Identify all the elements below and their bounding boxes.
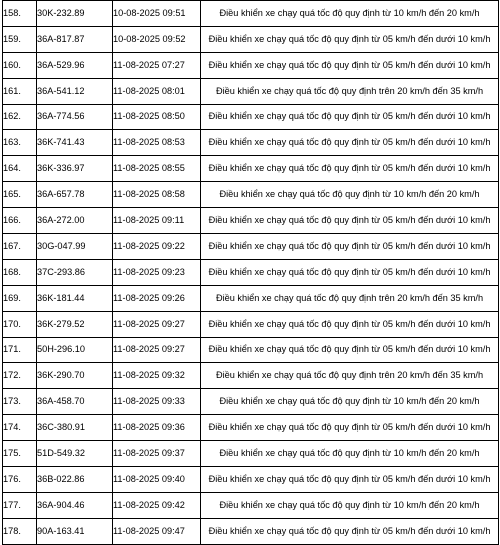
license-plate: 30G-047.99 <box>37 234 113 260</box>
violation-time: 11-08-2025 09:33 <box>113 389 201 415</box>
row-index: 162. <box>3 104 37 130</box>
violation-description: Điều khiển xe chạy quá tốc độ quy định từ 10 km/h đến 20 km/h <box>201 441 499 467</box>
table-row <box>3 26 499 52</box>
row-index: 159. <box>3 26 37 52</box>
license-plate: 50H-296.10 <box>37 337 113 363</box>
violation-description: Điều khiển xe chạy quá tốc độ quy định từ 05 km/h đến dưới 10 km/h <box>201 415 499 441</box>
violation-description: Điều khiển xe chạy quá tốc độ quy định từ 05 km/h đến dưới 10 km/h <box>201 130 499 156</box>
violation-time: 11-08-2025 08:55 <box>113 156 201 182</box>
violation-time: 11-08-2025 08:50 <box>113 104 201 130</box>
violation-description: Điều khiển xe chạy quá tốc độ quy định từ 05 km/h đến dưới 10 km/h <box>201 26 499 52</box>
row-index: 178. <box>3 518 37 544</box>
license-plate: 36C-380.91 <box>37 415 113 441</box>
row-index: 168. <box>3 259 37 285</box>
violation-description: Điều khiển xe chạy quá tốc độ quy định từ 05 km/h đến dưới 10 km/h <box>201 467 499 493</box>
violation-description: Điều khiển xe chạy quá tốc độ quy định từ 05 km/h đến dưới 10 km/h <box>201 52 499 78</box>
violation-description: Điều khiển xe chạy quá tốc độ quy định từ 10 km/h đến 20 km/h <box>201 182 499 208</box>
violation-description: Điều khiển xe chạy quá tốc độ quy định từ 05 km/h đến dưới 10 km/h <box>201 234 499 260</box>
violation-time: 11-08-2025 09:23 <box>113 259 201 285</box>
violation-time: 11-08-2025 08:58 <box>113 182 201 208</box>
license-plate: 36K-181.44 <box>37 285 113 311</box>
license-plate: 36A-272.00 <box>37 208 113 234</box>
table-row <box>3 311 499 337</box>
violations-table-body <box>3 1 499 545</box>
violation-time: 11-08-2025 09:11 <box>113 208 201 234</box>
violation-description: Điều khiển xe chạy quá tốc độ quy định từ 05 km/h đến dưới 10 km/h <box>201 518 499 544</box>
violation-description: Điều khiển xe chạy quá tốc độ quy định từ 05 km/h đến dưới 10 km/h <box>201 208 499 234</box>
table-row <box>3 104 499 130</box>
row-index: 175. <box>3 441 37 467</box>
violation-time: 11-08-2025 09:26 <box>113 285 201 311</box>
license-plate: 36A-529.96 <box>37 52 113 78</box>
license-plate: 36A-458.70 <box>37 389 113 415</box>
violation-time: 10-08-2025 09:52 <box>113 26 201 52</box>
row-index: 172. <box>3 363 37 389</box>
violation-time: 10-08-2025 09:51 <box>113 1 201 27</box>
violation-description: Điều khiển xe chạy quá tốc độ quy định từ 10 km/h đến 20 km/h <box>201 389 499 415</box>
table-row <box>3 208 499 234</box>
violation-time: 11-08-2025 09:40 <box>113 467 201 493</box>
row-index: 173. <box>3 389 37 415</box>
table-row <box>3 234 499 260</box>
table-row <box>3 78 499 104</box>
row-index: 171. <box>3 337 37 363</box>
violations-table <box>2 0 499 545</box>
violation-time: 11-08-2025 09:27 <box>113 337 201 363</box>
violation-time: 11-08-2025 09:27 <box>113 311 201 337</box>
violation-time: 11-08-2025 08:01 <box>113 78 201 104</box>
violation-time: 11-08-2025 09:37 <box>113 441 201 467</box>
row-index: 166. <box>3 208 37 234</box>
row-index: 164. <box>3 156 37 182</box>
table-row <box>3 441 499 467</box>
table-row <box>3 130 499 156</box>
row-index: 161. <box>3 78 37 104</box>
violation-description: Điều khiển xe chạy quá tốc độ quy định trên 20 km/h đến 35 km/h <box>201 78 499 104</box>
violation-time: 11-08-2025 09:36 <box>113 415 201 441</box>
license-plate: 36K-290.70 <box>37 363 113 389</box>
row-index: 169. <box>3 285 37 311</box>
license-plate: 36A-541.12 <box>37 78 113 104</box>
row-index: 167. <box>3 234 37 260</box>
table-row <box>3 52 499 78</box>
table-row <box>3 415 499 441</box>
license-plate: 36K-741.43 <box>37 130 113 156</box>
table-row <box>3 156 499 182</box>
violation-time: 11-08-2025 09:47 <box>113 518 201 544</box>
table-row <box>3 285 499 311</box>
license-plate: 36K-336.97 <box>37 156 113 182</box>
row-index: 165. <box>3 182 37 208</box>
table-row <box>3 518 499 544</box>
violation-description: Điều khiển xe chạy quá tốc độ quy định từ 05 km/h đến dưới 10 km/h <box>201 311 499 337</box>
violation-description: Điều khiển xe chạy quá tốc độ quy định trên 20 km/h đến 35 km/h <box>201 285 499 311</box>
table-row <box>3 1 499 27</box>
row-index: 174. <box>3 415 37 441</box>
row-index: 170. <box>3 311 37 337</box>
violation-description: Điều khiển xe chạy quá tốc độ quy định từ 10 km/h đến 20 km/h <box>201 492 499 518</box>
violation-time: 11-08-2025 09:32 <box>113 363 201 389</box>
violation-time: 11-08-2025 09:22 <box>113 234 201 260</box>
row-index: 176. <box>3 467 37 493</box>
row-index: 158. <box>3 1 37 27</box>
violation-description: Điều khiển xe chạy quá tốc độ quy định từ 05 km/h đến dưới 10 km/h <box>201 259 499 285</box>
table-row <box>3 259 499 285</box>
violation-description: Điều khiển xe chạy quá tốc độ quy định từ 05 km/h đến dưới 10 km/h <box>201 337 499 363</box>
license-plate: 36A-657.78 <box>37 182 113 208</box>
table-row <box>3 389 499 415</box>
table-row <box>3 492 499 518</box>
license-plate: 36A-774.56 <box>37 104 113 130</box>
license-plate: 51D-549.32 <box>37 441 113 467</box>
violation-time: 11-08-2025 07:27 <box>113 52 201 78</box>
violation-description: Điều khiển xe chạy quá tốc độ quy định từ 05 km/h đến dưới 10 km/h <box>201 156 499 182</box>
row-index: 160. <box>3 52 37 78</box>
violation-description: Điều khiển xe chạy quá tốc độ quy định trên 20 km/h đến 35 km/h <box>201 363 499 389</box>
license-plate: 36A-904.46 <box>37 492 113 518</box>
row-index: 177. <box>3 492 37 518</box>
violation-time: 11-08-2025 08:53 <box>113 130 201 156</box>
row-index: 163. <box>3 130 37 156</box>
license-plate: 90A-163.41 <box>37 518 113 544</box>
violation-time: 11-08-2025 09:42 <box>113 492 201 518</box>
license-plate: 36K-279.52 <box>37 311 113 337</box>
license-plate: 36B-022.86 <box>37 467 113 493</box>
license-plate: 30K-232.89 <box>37 1 113 27</box>
license-plate: 37C-293.86 <box>37 259 113 285</box>
table-row <box>3 467 499 493</box>
violation-description: Điều khiển xe chạy quá tốc độ quy định từ 10 km/h đến 20 km/h <box>201 1 499 27</box>
violation-description: Điều khiển xe chạy quá tốc độ quy định từ 05 km/h đến dưới 10 km/h <box>201 104 499 130</box>
table-row <box>3 182 499 208</box>
license-plate: 36A-817.87 <box>37 26 113 52</box>
table-row <box>3 337 499 363</box>
table-row <box>3 363 499 389</box>
